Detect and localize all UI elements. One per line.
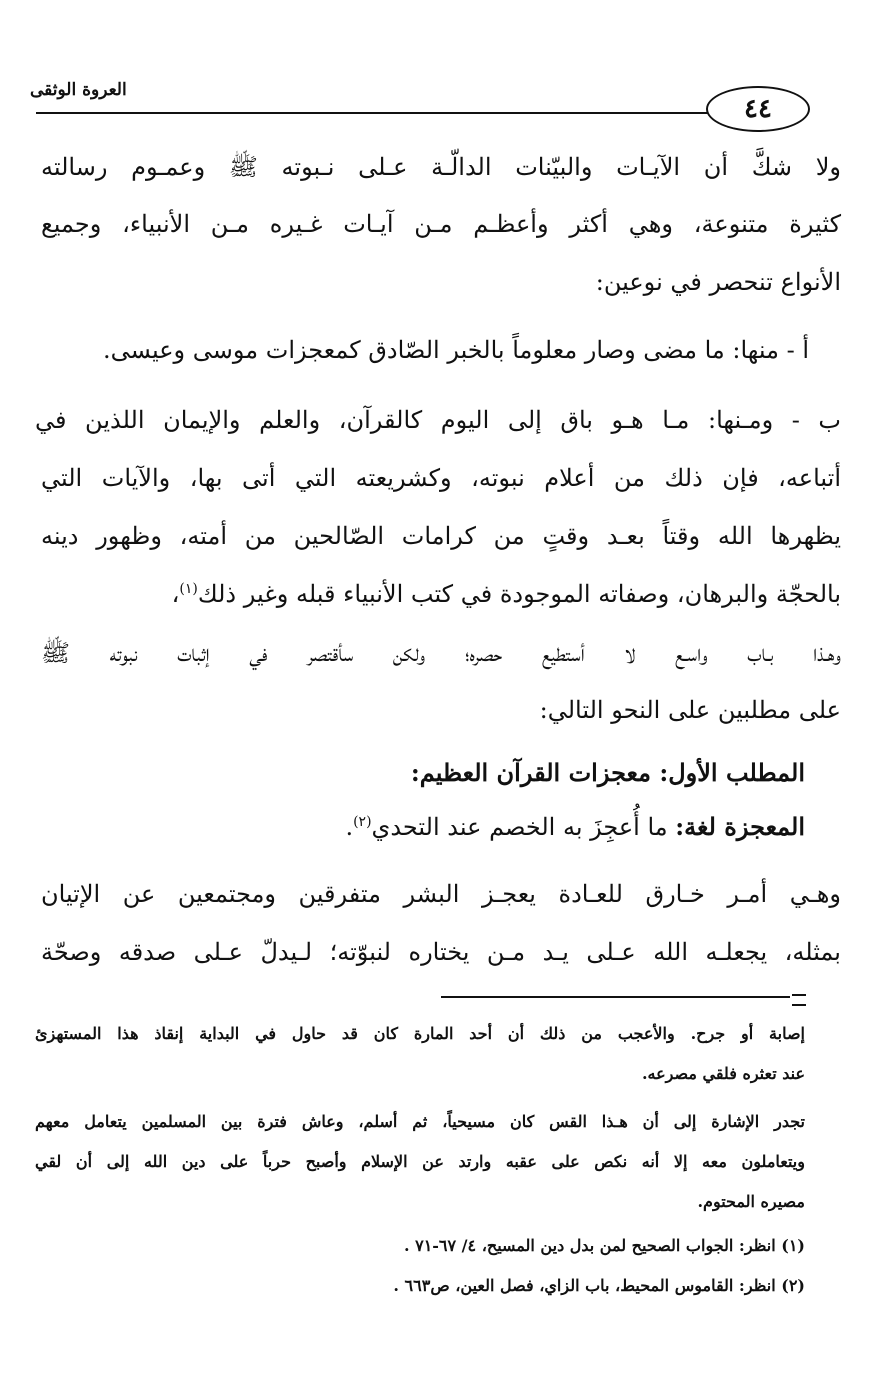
section-heading: المطلب الأول: معجزات القرآن العظيم: [410, 758, 805, 787]
definition-line [35, 812, 805, 841]
footnote-1: (١) انظر: الجواب الصحيح لمن بدل دين المسيح، ٤/ ٦٧-٧١ . [403, 1236, 805, 1255]
footnote-separator-mark [792, 994, 806, 1006]
footnote-line: مصيره المحتوم. [697, 1192, 805, 1211]
body-line: ب - ومـنها: مـا هـو باق إلى اليوم كالقرآن، والعلم والإيمان اللذين في [35, 406, 841, 434]
body-line: على مطلبين على النحو التالي: [539, 696, 841, 724]
body-text: بالحجّة والبرهان، وصفاته الموجودة في كتب الأنبياء قبله وغير ذلك [197, 580, 841, 608]
item-a: أ - منها: ما مضى وصار معلوماً بالخبر الصّادق كمعجزات موسى وعيسى. [102, 336, 809, 364]
body-line: ولا شكَّ أن الآيـات والبيّنات الدالّـة عـلى نـبوته ﷺ وعمـوم رسالته [41, 153, 841, 181]
running-title: العروة الوثقى [30, 80, 127, 100]
punctuation: . [345, 813, 354, 841]
header-rule [36, 112, 708, 114]
body-line: وهـذا بـاب واسـع لا أستطيع حصره؛ ولكن سأقتصر في إثبات نبوته ﷺ [41, 639, 841, 667]
definition-term: المعجزة لغة: [675, 812, 805, 841]
body-line: الأنواع تنحصر في نوعين: [595, 268, 841, 296]
footnote-marker-1: (١) [179, 581, 198, 597]
page-number: ٤٤ [706, 86, 810, 132]
definition-text: ما أُعجِزَ به الخصم عند التحدي [371, 813, 676, 841]
footnote-separator [441, 996, 790, 998]
punctuation: ، [171, 580, 180, 608]
footnote-line: إصابة أو جرح. والأعجب من ذلك أن أحد المارة كان قد حاول في البداية إنقاذ هذا المستهزئ [35, 1024, 805, 1043]
footnote-line: عند تعثره فلقي مصرعه. [641, 1064, 805, 1083]
footnote-line: ويتعاملون معه إلا أنه نكص على عقبه وارتد عن الإسلام وأصبح حرباً على دين الله إلى أن لقي [35, 1152, 805, 1171]
body-line: وهـي أمـر خـارق للعـادة يعجـز البشر متفرقين ومجتمعين عن الإتيان [41, 880, 841, 908]
footnote-2: (٢) انظر: القاموس المحيط، باب الزاي، فصل العين، ص٦٦٣ . [393, 1276, 805, 1295]
body-line: كثيرة متنوعة، وهي أكثر وأعظـم مـن آيـات غـيره مـن الأنبياء، وجميع [41, 210, 841, 238]
body-line-with-footnote [41, 580, 841, 608]
footnote-marker-2: (٢) [353, 814, 372, 830]
body-line: يظهرها الله وقتاً بعـد وقتٍ من كرامات الصّالحين من أمته، وظهور دينه [41, 522, 841, 550]
body-line: أتباعه، فإن ذلك من أعلام نبوته، وكشريعته التي أتى بها، والآيات التي [41, 464, 841, 492]
footnote-line: تجدر الإشارة إلى أن هـذا القس كان مسيحياً، ثم أسلم، وعاش فترة بين المسلمين يتعامل معهم [35, 1112, 806, 1131]
body-line: بمثله، يجعلـه الله عـلى يـد مـن يختاره لنبوّته؛ لـيدلّ عـلى صدقه وصحّة [41, 938, 841, 966]
